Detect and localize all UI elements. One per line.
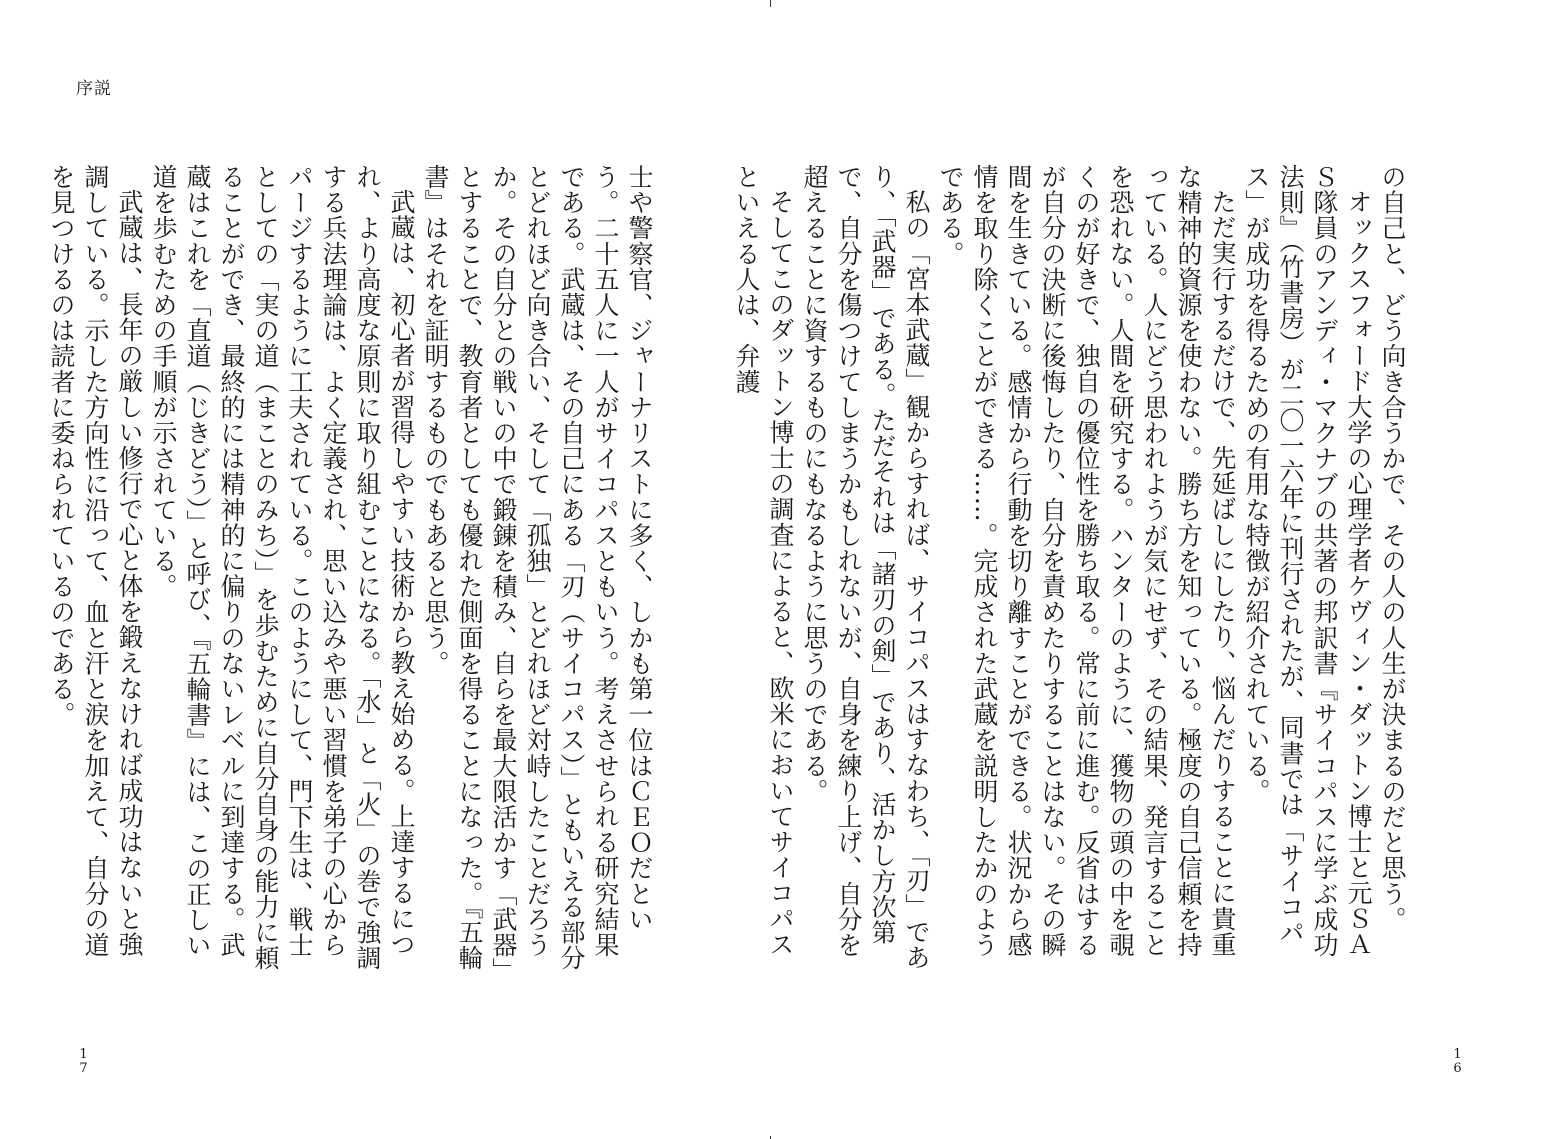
- left-page-body: [47, 164, 656, 982]
- paragraph: の自己と、どう向き合うかで、その人の人生が決まるのだと思う。: [1378, 164, 1407, 932]
- paragraph: 私の「宮本武蔵」観からすれば、サイコパスはすなわち、「刃」であり、「武器」である。ただそれは「諸刃の剣」であり、活かし方次第で、自分を傷つけてしまうかもしれないが、自身を練り上げ、自分を超えることに資するものにもなるように思うのである。: [800, 164, 931, 971]
- right-page-body: [732, 164, 1409, 982]
- page-number-left: 17: [76, 1047, 91, 1075]
- running-head: 序説: [76, 79, 112, 99]
- paragraph: 武蔵は、初心者が習得しやすい技術から教え始める。上達するにつれ、より高度な原則に取り組むことになる。「水」と「火」の巻で強調する兵法理論は、よく定義され、思い込みや悪い習慣を弟子の心からパージするように工夫されている。このようにして、門下生は、戦士としての「実の道（まことのみち）」を歩むために自分自身の能力に頼ることができ、最終的には精神的に偏りのないレベルに到達する。武蔵はこれを「直道（じきどう）」と呼び、『五輪書』には、この正しい道を歩むための手順が示されている。: [149, 164, 416, 971]
- paragraph: 武蔵は、長年の厳しい修行で心と体を鍛えなければ成功はないと強調している。示した方向性に沿って、血と汗と涙を加えて、自分の道を見つけるのは読者に委ねられているのである。: [47, 164, 144, 958]
- paragraph: そしてこのダットン博士の調査によると、欧米においてサイコパスといえる人は、弁護: [732, 164, 795, 957]
- paragraph: 士や警察官、ジャーナリストに多く、しかも第一位はＣＥＯだという。二十五人に一人がサイコパスともいう。考えさせられる研究結果である。武蔵は、その自己にある「刃（サイコパス）」ともいえる部分とどれほど向き合い、そして「孤独」とどれほど対峙したことだろうか。その自分との戦いの中で鍛錬を積み、自らを最大限活かす「武器」とすることで、教育者としても優れた側面を得ることになった。『五輪書』はそれを証明するものでもあると思う。: [421, 164, 654, 971]
- paragraph: ただ実行するだけで、先延ばしにしたり、悩んだりすることに貴重な精神的資源を使わない。勝ち方を知っている。極度の自己信頼を持っている。人にどう思われようが気にせず、その結果、発言することを恐れない。人間を研究する。ハンターのように、獲物の頭の中を覗くのが好きで、独自の優位性を勝ち取る。常に前に進む。反省はするが自分の決断に後悔したり、自分を責めたりすることはない。その瞬間を生きている。感情から行動を切り離すことができる。状況から感情を取り除くことができる……。完成された武蔵を説明したかのようである。: [936, 164, 1237, 958]
- right-page: [732, 0, 1543, 1139]
- paragraph: オックスフォード大学の心理学者ケヴィン・ダットン博士と元ＳＡＳ隊員のアンディ・マクナブの共著の邦訳書『サイコパスに学ぶ成功法則』（竹書房）が二〇一六年に刊行されたが、同書では「サイコパス」が成功を得るための有用な特徴が紹介されている。: [1242, 164, 1373, 958]
- page-number-right: 16: [1450, 1047, 1465, 1075]
- left-page: [0, 0, 771, 1139]
